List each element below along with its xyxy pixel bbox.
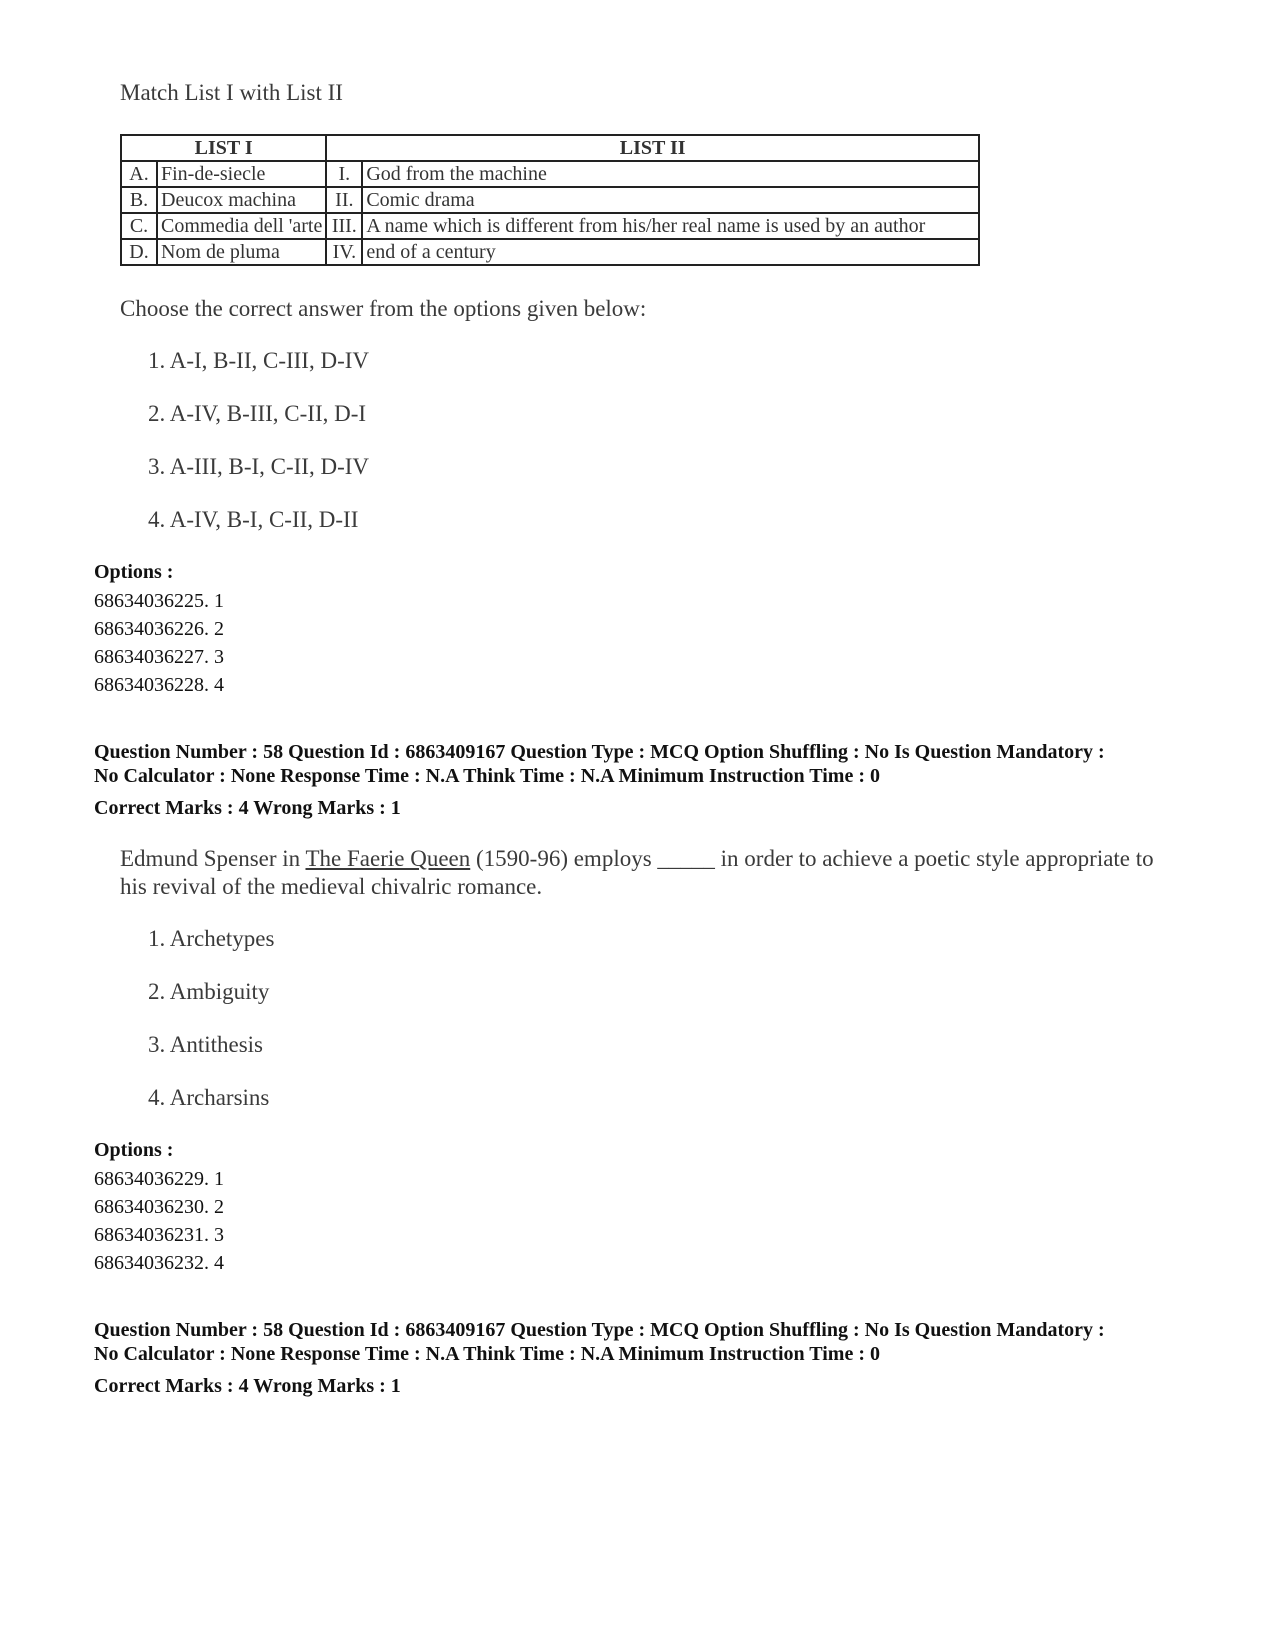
question-marks: Correct Marks : 4 Wrong Marks : 1 <box>94 1375 401 1397</box>
list2-item: end of a century <box>362 239 979 265</box>
question-marks: Correct Marks : 4 Wrong Marks : 1 <box>94 797 401 819</box>
options-label: Options : <box>94 1139 174 1161</box>
choice-item: 3. Antithesis <box>148 1032 264 1057</box>
question-prompt: Choose the correct answer from the options given below: <box>120 296 647 321</box>
list2-item: Comic drama <box>362 187 979 213</box>
list2-key: III. <box>326 213 362 239</box>
list2-key: I. <box>326 161 362 187</box>
choice-item: 3. A-III, B-I, C-II, D-IV <box>148 454 369 479</box>
list2-key: II. <box>326 187 362 213</box>
option-id: 68634036229. 1 <box>94 1168 224 1190</box>
question-intro: Match List I with List II <box>120 80 343 105</box>
option-id: 68634036232. 4 <box>94 1252 224 1274</box>
question-meta <box>94 1318 1234 1366</box>
stem-text: Edmund Spenser in <box>120 846 306 871</box>
stem-work-title: The Faerie Queen <box>305 846 471 871</box>
list1-key: D. <box>121 239 157 265</box>
list1-key: A. <box>121 161 157 187</box>
option-id: 68634036230. 2 <box>94 1196 224 1218</box>
question-meta-line: No Calculator : None Response Time : N.A Think Time : N.A Minimum Instruction Time : 0 <box>94 765 880 787</box>
choice-item: 4. A-IV, B-I, C-II, D-II <box>148 507 359 532</box>
option-id: 68634036228. 4 <box>94 674 224 696</box>
list1-item: Fin-de-siecle <box>157 161 326 187</box>
table-row <box>121 187 979 213</box>
table-row <box>121 239 979 265</box>
options-label: Options : <box>94 561 174 583</box>
list2-item: God from the machine <box>362 161 979 187</box>
list2-header: LIST II <box>326 135 979 161</box>
stem-text: (1590-96) employs _____ in order to achieve a poetic style appropriate to his revival of the medieval chivalric romance. <box>120 846 1154 899</box>
table-row <box>121 161 979 187</box>
option-id: 68634036225. 1 <box>94 590 224 612</box>
list2-key: IV. <box>326 239 362 265</box>
choice-item: 2. Ambiguity <box>148 979 270 1004</box>
option-id: 68634036231. 3 <box>94 1224 224 1246</box>
question-meta-line: No Calculator : None Response Time : N.A Think Time : N.A Minimum Instruction Time : 0 <box>94 1343 880 1365</box>
list1-item: Nom de pluma <box>157 239 326 265</box>
option-id: 68634036226. 2 <box>94 618 224 640</box>
list1-key: B. <box>121 187 157 213</box>
question-meta-line: Question Number : 58 Question Id : 6863409167 Question Type : MCQ Option Shuffling : No Is Question Mandatory : <box>94 741 1105 763</box>
list2-item: A name which is different from his/her real name is used by an author <box>362 213 979 239</box>
option-id: 68634036227. 3 <box>94 646 224 668</box>
list1-item: Deucox machina <box>157 187 326 213</box>
list1-key: C. <box>121 213 157 239</box>
question-meta <box>94 740 1234 788</box>
table-row <box>121 213 979 239</box>
choice-item: 4. Archarsins <box>148 1085 270 1110</box>
choice-item: 1. A-I, B-II, C-III, D-IV <box>148 348 369 373</box>
question-stem <box>120 845 1170 901</box>
choice-item: 2. A-IV, B-III, C-II, D-I <box>148 401 367 426</box>
table-header-row <box>121 135 979 161</box>
list1-item: Commedia dell 'arte <box>157 213 326 239</box>
match-table <box>120 134 980 266</box>
question-meta-line: Question Number : 58 Question Id : 6863409167 Question Type : MCQ Option Shuffling : No Is Question Mandatory : <box>94 1319 1105 1341</box>
choice-item: 1. Archetypes <box>148 926 275 951</box>
list1-header: LIST I <box>121 135 326 161</box>
